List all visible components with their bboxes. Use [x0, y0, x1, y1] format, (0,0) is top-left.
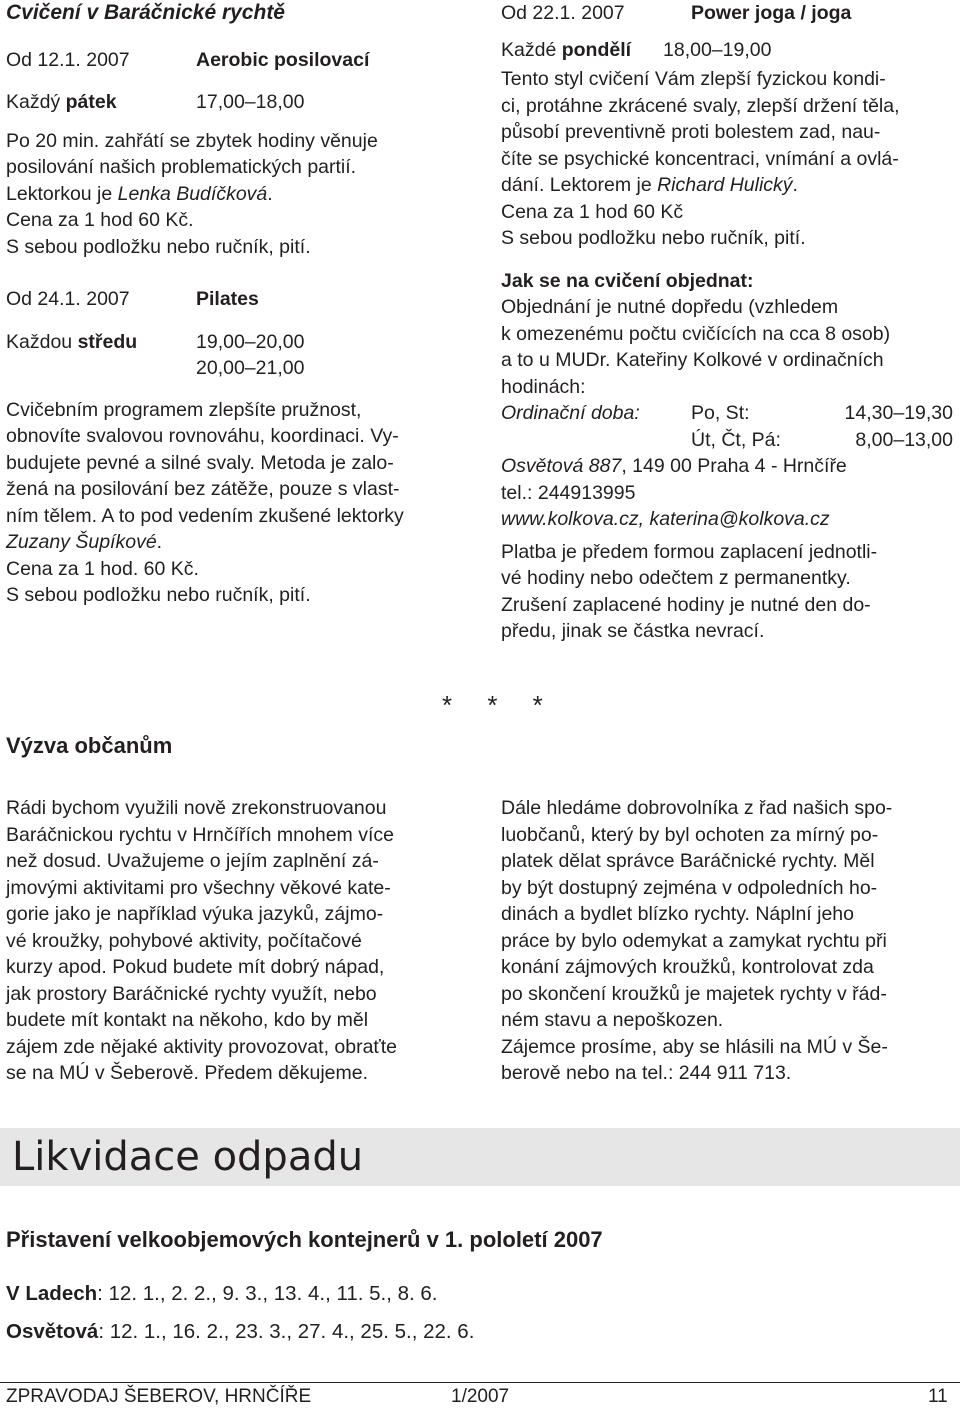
aerobic-class	[6, 47, 466, 261]
payment-text: vé hodiny nebo odečtem z permanentky.	[501, 567, 851, 589]
class-description: budujete pevné a silné svaly. Metoda je zalo-	[6, 451, 394, 474]
class-price: Cena za 1 hod 60 Kč	[501, 200, 684, 223]
class-description: posilování našich problematických partií.	[6, 156, 357, 178]
contact-links: www.kolkova.cz, katerina@kolkova.cz	[501, 508, 830, 530]
class-description: žená na posilování bez zátěže, pouze s vlast-	[6, 478, 400, 500]
office-hours-row: Út, Čt, Pá: 8,00–13,00	[691, 428, 953, 451]
waste-row	[6, 1320, 474, 1344]
class-bring: S sebou podložku nebo ručník, pití.	[6, 584, 311, 606]
payment-text: Platba je předem formou zaplacení jednotli-	[501, 540, 878, 563]
payment-text: Zrušení zaplacené hodiny je nutné den do-	[501, 593, 871, 616]
footer-issue: 1/2007	[451, 1386, 510, 1407]
left-column	[6, 0, 466, 609]
class-day: Každou středu	[6, 330, 138, 353]
class-name: Power joga / joga	[691, 2, 852, 24]
class-description: Tento styl cvičení Vám zlepší fyzickou kondi-	[501, 68, 886, 90]
office-hours-row: Ordinační doba: Po, St: 14,30–19,30	[501, 400, 957, 427]
class-time: 17,00–18,00	[196, 91, 305, 113]
yoga-class	[501, 0, 957, 252]
class-description: obnovíte svalovou rovnováhu, koordinaci. Vy-	[6, 425, 399, 447]
class-description: Cvičebním programem zlepšíte pružnost,	[6, 398, 362, 421]
class-time: 19,00–20,00	[196, 330, 305, 353]
waste-dates: : 12. 1., 16. 2., 23. 3., 27. 4., 25. 5., 22. 6.	[98, 1320, 475, 1343]
class-date: Od 22.1. 2007	[501, 2, 625, 24]
class-time: 18,00–19,00	[663, 38, 772, 61]
booking-text: Objednání je nutné dopředu (vzhledem	[501, 296, 839, 318]
class-lector: Zuzany Šupíkové.	[6, 531, 163, 553]
class-day: Každý pátek	[6, 91, 117, 113]
email-link[interactable]: katerina@kolkova.cz	[649, 508, 830, 530]
class-description: ním tělem. A to pod vedením zkušené lektorky	[6, 504, 404, 527]
booking-text: hodinách:	[501, 375, 586, 398]
class-time: 20,00–21,00	[196, 357, 305, 379]
appeal-left-text: Rádi bychom využili nově zrekonstruovanou Baráčnickou rychtu v Hrnčířích mnohem více než dosud. Uvažujeme o jejím zaplnění zá- jmovými aktivitami pro všechny věkové kate- gorie jako je například výuka jazyků, zájmo- vé kroužky, pohybové aktivity, počítačové kurzy apod. Pokud budete mít dobrý nápad, jak prostory Baráčnické rychty využít, nebo budete mít kontakt na někoho, kdo by měl zájem zde nějaké aktivity provozovat, obraťte se na MÚ v Šeberově. Předem děkujeme.	[6, 797, 398, 1084]
waste-dates: : 12. 1., 2. 2., 9. 3., 13. 4., 11. 5., 8. 6.	[97, 1282, 438, 1305]
class-date: Od 12.1. 2007	[6, 48, 130, 71]
class-description: Po 20 min. zahřátí se zbytek hodiny věnuje	[6, 129, 378, 152]
booking-text: a to u MUDr. Kateřiny Kolkové v ordinačních	[501, 349, 884, 371]
pilates-class	[6, 286, 466, 609]
waste-subtitle: Přistavení velkoobjemových kontejnerů v 1. pololetí 2007	[6, 1227, 603, 1252]
office-hours-label: Ordinační doba:	[501, 402, 640, 424]
booking-heading: Jak se na cvičení objednat:	[501, 269, 754, 292]
class-bring: S sebou podložku nebo ručník, pití.	[6, 235, 311, 258]
booking-info	[501, 268, 957, 645]
footer-publication: ZPRAVODAJ ŠEBEROV, HRNČÍŘE	[6, 1386, 312, 1407]
footer-page-number: 11	[928, 1386, 948, 1407]
footer-rule	[0, 1382, 960, 1383]
class-description: působí preventivně proti bolestem zad, nau-	[501, 121, 881, 143]
class-description: číte se psychické koncentraci, vnímání a ovlá-	[501, 147, 899, 170]
class-lector: Lektorkou je Lenka Budíčková.	[6, 182, 273, 205]
section-title: Cvičení v Baráčnické rychtě	[6, 1, 285, 24]
class-price: Cena za 1 hod. 60 Kč.	[6, 557, 199, 580]
address: Osvětová 887, 149 00 Praha 4 - Hrnčíře	[501, 455, 847, 477]
class-lector: dání. Lektorem je Richard Hulický.	[501, 174, 798, 196]
class-description: ci, protáhne zkrácené svaly, zlepší držení těla,	[501, 94, 900, 117]
waste-banner	[0, 1128, 960, 1186]
section-separator: * * *	[442, 690, 557, 720]
class-name: Aerobic posilovací	[196, 48, 370, 71]
waste-row	[6, 1282, 438, 1306]
class-bring: S sebou podložku nebo ručník, pití.	[501, 227, 806, 249]
waste-banner-title: Likvidace odpadu	[12, 1134, 364, 1180]
right-column	[501, 0, 957, 645]
class-name: Pilates	[196, 288, 259, 310]
website-link[interactable]: www.kolkova.cz	[501, 508, 639, 530]
class-price: Cena za 1 hod 60 Kč.	[6, 209, 194, 231]
payment-text: předu, jinak se částka nevrací.	[501, 620, 765, 642]
waste-place: V Ladech	[6, 1282, 98, 1305]
class-day: Každé pondělí	[501, 38, 632, 61]
class-date: Od 24.1. 2007	[6, 288, 130, 310]
phone: tel.: 244913995	[501, 481, 636, 504]
appeal-right-text: Dále hledáme dobrovolníka z řad našich spo- luobčanů, který by byl ochoten za mírný po- platek dělat správce Baráčnické rychty. Měl by být dostupný zejména v odpoledních ho- dinách a bydlet blízko rychty. Náplní jeho práce by bylo odemykat a zamykat rychtu při konání zájmových kroužků, kontrolovat zda po skončení kroužků je majetek rychty v řád- ném stavu a nepoškozen. Zájemce prosíme, aby se hlásili na MÚ v Še- berově nebo na tel.: 244 911 713.	[501, 797, 893, 1084]
appeal-title: Výzva občanům	[6, 733, 173, 758]
waste-place: Osvětová	[6, 1320, 99, 1343]
booking-text: k omezenému počtu cvičících na cca 8 osob)	[501, 322, 891, 345]
